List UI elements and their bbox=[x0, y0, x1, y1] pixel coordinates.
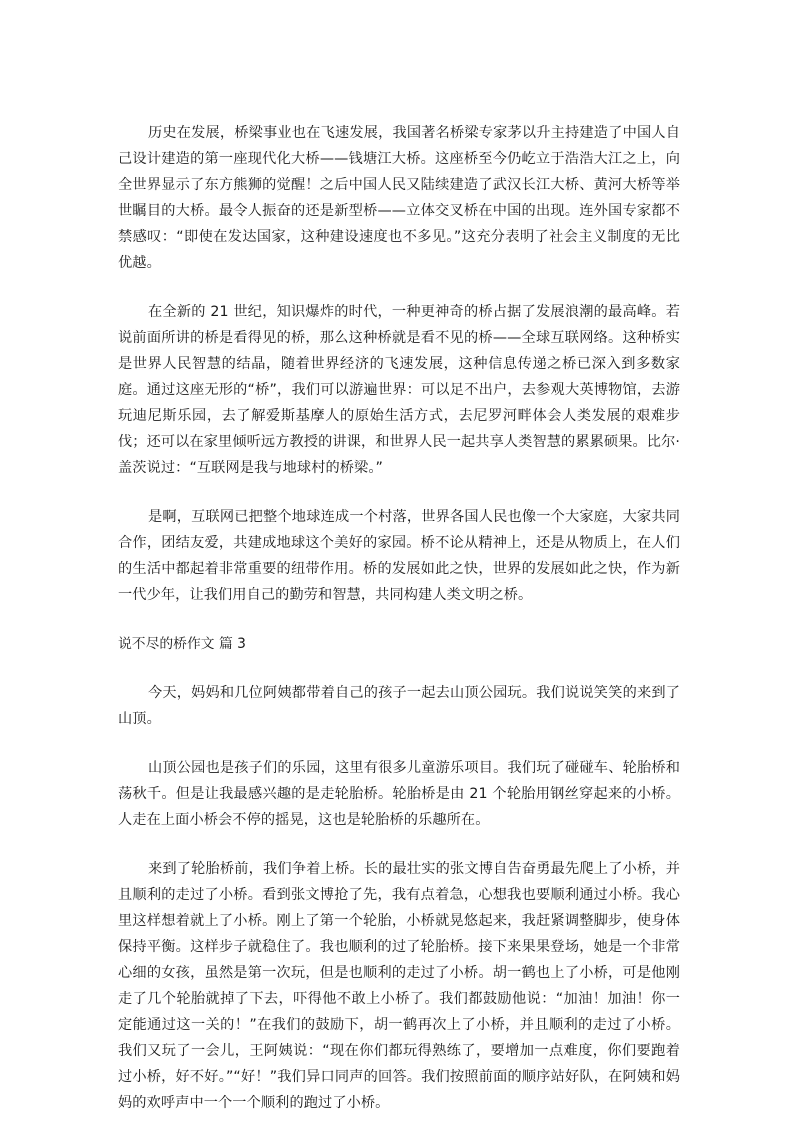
paragraph-tire-bridge: 山顶公园也是孩子们的乐园，这里有很多儿童游乐项目。我们玩了碰碰车、轮胎桥和荡秋千。但是让我最感兴趣的是走轮胎桥。轮胎桥是由 21 个轮胎用钢丝穿起来的小桥。人走在上面小桥会不停的摇晃，这也是轮胎桥的乐趣所在。 bbox=[118, 760, 680, 828]
paragraph-bridge-history: 历史在发展，桥梁事业也在飞速发展，我国著名桥梁专家茅以升主持建造了中国人自己设计建造的第一座现代化大桥——钱塘江大桥。这座桥至今仍屹立于浩浩大江之上，向全世界显示了东方熊狮的觉醒！之后中国人民又陆续建造了武汉长江大桥、黄河大桥等举世瞩目的大桥。最令人振奋的还是新型桥——立体交叉桥在中国的出现。连外国专家都不禁感叹：“即使在发达国家，这种建设速度也不多见。”这充分表明了社会主义制度的无比优越。 bbox=[118, 125, 680, 271]
paragraph-internet-bridge: 在全新的 21 世纪，知识爆炸的时代，一种更神奇的桥占据了发展浪潮的最高峰。若说前面所讲的桥是看得见的桥，那么这种桥就是看不见的桥——全球互联网络。这种桥实是世界人民智慧的结晶，随着世界经济的飞速发展，这种信息传递之桥已深入到多数家庭。通过这座无形的“桥”，我们可以游遍世界：可以足不出户，去参观大英博物馆，去游玩迪尼斯乐园，去了解爱斯基摩人的原始生活方式，去尼罗河畔体会人类发展的艰难步伐；还可以在家里倾听远方教授的讲课，和世界人民一起共享人类智慧的累累硕果。比尔·盖茨说过：“互联网是我与地球村的桥梁。” bbox=[118, 304, 680, 476]
section-heading: 说不尽的桥作文 篇 3 bbox=[118, 636, 246, 652]
paragraph-park-intro: 今天，妈妈和几位阿姨都带着自己的孩子一起去山顶公园玩。我们说说笑笑的来到了山顶。 bbox=[118, 685, 680, 727]
paragraph-conclusion: 是啊，互联网已把整个地球连成一个村落，世界各国人民也像一个大家庭，大家共同合作，团结友爱，共建成地球这个美好的家园。桥不论从精神上，还是从物质上，在人们的生活中都起着非常重要的纽带作用。桥的发展如此之快，世界的发展如此之快，作为新一代少年，让我们用自己的勤劳和智慧，共同构建人类文明之桥。 bbox=[118, 509, 680, 603]
paragraph-crossing-story: 来到了轮胎桥前，我们争着上桥。长的最壮实的张文博自告奋勇最先爬上了小桥，并且顺利的走过了小桥。看到张文博抢了先，我有点着急，心想我也要顺利通过小桥。我心里这样想着就上了小桥。刚上了第一个轮胎，小桥就晃悠起来，我赶紧调整脚步，使身体保持平衡。这样步子就稳住了。我也顺利的过了轮胎桥。接下来果果登场，她是一个非常心细的女孩，虽然是第一次玩，但是也顺利的走过了小桥。胡一鹤也上了小桥，可是他刚走了几个轮胎就掉了下去，吓得他不敢上小桥了。我们都鼓励他说：“加油！加油！你一定能通过这一关的！”在我们的鼓励下，胡一鹤再次上了小桥，并且顺利的走过了小桥。我们又玩了一会儿，王阿姨说：“现在你们都玩得熟练了，要增加一点难度，你们要跑着过小桥，好不好。”“好！”我们异口同声的回答。我们按照前面的顺序站好队，在阿姨和妈妈的欢呼声中一个一个顺利的跑过了小桥。 bbox=[118, 861, 680, 1111]
document-page bbox=[118, 120, 680, 1116]
